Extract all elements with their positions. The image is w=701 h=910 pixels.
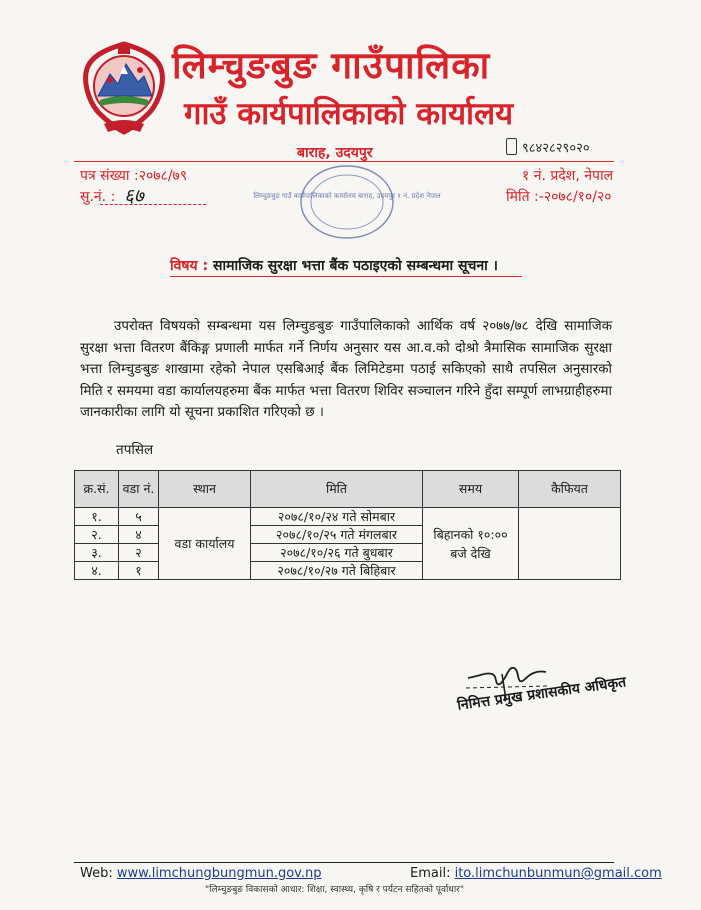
cell-place: वडा कार्यालय xyxy=(159,508,251,580)
footer-motto: "लिम्चुङबुङ विकासको आधार: शिक्षा, स्वास्थ्य, कृषि र पर्यटन सहितको पूर्वाधार" xyxy=(205,885,464,895)
header-date: मिति xyxy=(251,471,423,508)
web-label: Web: xyxy=(80,866,113,881)
phone-icon xyxy=(506,138,517,155)
cell-date: २०७८/१०/२५ गते मंगलबार xyxy=(251,526,423,544)
cell-ward: १ xyxy=(119,562,159,580)
cell-time: बिहानको १०:०० बजे देखि xyxy=(423,508,519,580)
signatory-designation: निमित्त प्रमुख प्रशासकीय अधिकृत xyxy=(456,674,628,714)
subject-text: सामाजिक सुरक्षा भत्ता बैंक पठाइएको सम्बन्धमा सूचना । xyxy=(212,258,498,274)
schedule-table xyxy=(74,470,621,580)
dispatch-number-line xyxy=(100,204,206,205)
province: १ नं. प्रदेश, नेपाल xyxy=(522,168,614,184)
table-header-row xyxy=(75,471,621,508)
cell-ward: ४ xyxy=(119,526,159,544)
header-ward: वडा नं. xyxy=(119,471,159,508)
nepal-emblem-icon xyxy=(80,40,168,136)
email-link[interactable]: ito.limchunbunmun@gmail.com xyxy=(454,866,662,881)
letter-number-label: पत्र संख्या : xyxy=(80,168,139,184)
phone-number xyxy=(506,138,590,156)
notice-paragraph: उपरोक्त विषयको सम्बन्धमा यस लिम्चुङबुङ गाउँपालिकाको आर्थिक वर्ष २०७७/७८ देखि सामाजिक सुरक्षा भत्ता वितरण बैंकिङ्ग प्रणाली मार्फत गर्ने निर्णय अनुसार यस आ.व.को दोश्रो त्रैमासिक सामाजिक सुरक्षा भत्ता लिम्चुङबुङ शाखामा रहेको नेपाल एसबिआई बैंक लिमिटेडमा पठाई सकिएको साथै तपसिल अनुसारको मिति र समयमा वडा कार्यालयहरुमा बैंक मार्फत भत्ता वितरण शिविर सञ्चालन गरिने हुँदा सम्पूर्ण लाभग्राहीहरुमा जानकारीका लागि यो सूचना प्रकाशित गरिएको छ । xyxy=(80,319,612,420)
footer-web xyxy=(80,866,322,881)
details-heading: तपसिल xyxy=(116,442,154,458)
office-address: बाराह, उदयपुर xyxy=(297,145,373,161)
cell-sn: १. xyxy=(75,508,119,526)
notice-body xyxy=(80,316,612,424)
footer-email xyxy=(410,866,662,881)
cell-sn: ४. xyxy=(75,562,119,580)
subject-line xyxy=(170,256,498,275)
letter-number-value: २०७८/७९ xyxy=(138,168,188,184)
cell-sn: ३. xyxy=(75,544,119,562)
cell-sn: २. xyxy=(75,526,119,544)
cell-date: २०७८/१०/२६ गते बुधबार xyxy=(251,544,423,562)
cell-ward: ५ xyxy=(119,508,159,526)
footer-divider xyxy=(74,862,614,863)
subject-underline xyxy=(170,276,522,277)
office-stamp-icon xyxy=(253,160,441,244)
letter-date-value: २०७८/१०/२० xyxy=(543,189,612,205)
subject-label: विषय : xyxy=(170,258,209,274)
cell-date: २०७८/१०/२४ गते सोमबार xyxy=(251,508,423,526)
stamp-text: लिम्चुङबुङ गाउँ कार्यपालिकाको कार्यालय बाराह, उदयपुर १ नं. प्रदेश नेपाल xyxy=(253,192,441,200)
letter-date-label: मिति :- xyxy=(506,189,544,205)
cell-remarks xyxy=(519,508,621,580)
header-time: समय xyxy=(423,471,519,508)
office-title: गाउँ कार्यपालिकाको कार्यालय xyxy=(184,96,514,132)
website-link[interactable]: www.limchungbungmun.gov.np xyxy=(116,866,322,881)
municipality-title: लिम्चुङबुङ गाउँपालिका xyxy=(172,44,491,87)
dispatch-number-value: ६७ xyxy=(124,185,144,207)
letter-date xyxy=(506,187,612,206)
dispatch-number-label: सु.नं. : xyxy=(80,189,116,205)
email-label: Email: xyxy=(410,866,451,881)
header-sn: क्र.सं. xyxy=(75,471,119,508)
table-row xyxy=(75,508,621,526)
header-place: स्थान xyxy=(159,471,251,508)
header-remarks: कैफियत xyxy=(519,471,621,508)
cell-ward: २ xyxy=(119,544,159,562)
phone-value: ९८४२८२९०२० xyxy=(522,141,590,156)
cell-date: २०७८/१०/२७ गते बिहिबार xyxy=(251,562,423,580)
